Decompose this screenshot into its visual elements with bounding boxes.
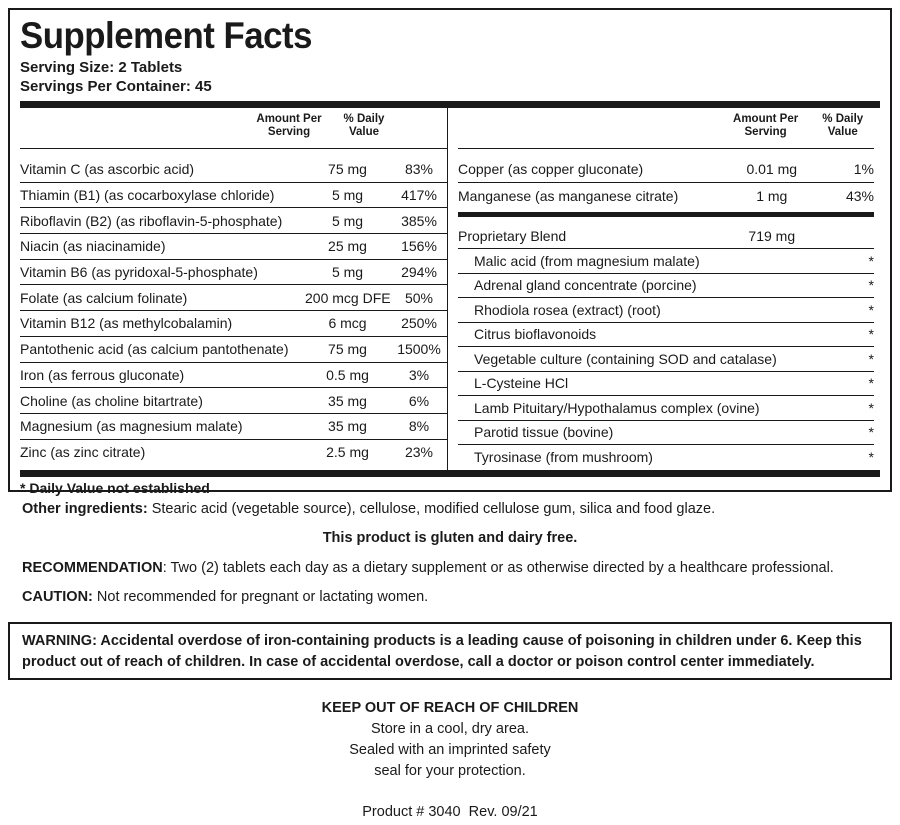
nutrient-name: Adrenal gland concentrate (porcine) (474, 277, 697, 294)
nutrient-row (20, 388, 447, 414)
nutrient-amount: 75 mg (328, 161, 367, 178)
nutrient-dv: * (868, 326, 874, 343)
nutrient-dv: * (868, 375, 874, 392)
nutrient-dv: 1% (853, 161, 874, 178)
nutrient-dv: * (868, 424, 874, 441)
product-number: Product # 3040 Rev. 09/21 (362, 804, 538, 820)
nutrient-amount: 25 mg (328, 238, 367, 255)
other-ingredients-label: Other ingredients: (22, 501, 148, 517)
nutrient-row (20, 311, 447, 337)
other-ingredients-text: Stearic acid (vegetable source), cellulose, modified cellulose gum, silica and food glaze. (147, 501, 716, 517)
nutrient-amount: 2.5 mg (326, 444, 369, 461)
nutrient-row (458, 445, 874, 470)
nutrient-amount: 5 mg (331, 187, 364, 204)
nutrient-row (20, 440, 447, 466)
blend-thick-rule (458, 212, 874, 217)
warning-line-1: WARNING: Accidental overdose of iron-containing products is a leading cause of poisoning in children under 6. Keep this (22, 633, 862, 649)
nutrient-amount: 1 mg (756, 187, 788, 204)
nutrient-dv: * (868, 301, 874, 318)
caution (22, 588, 428, 606)
left-nutrient-list (20, 157, 447, 465)
nutrient-name: Folate (as calcium folinate) (20, 289, 188, 306)
nutrient-dv: 385% (401, 212, 437, 229)
serving-size: Serving Size: 2 Tablets (20, 59, 183, 76)
nutrient-amount: 75 mg (328, 341, 367, 358)
nutrient-dv: 1500% (397, 341, 441, 358)
nutrient-amount: 6 mcg (328, 315, 367, 332)
recommendation (22, 559, 834, 577)
nutrient-dv: 294% (401, 264, 437, 281)
dv-header: % Daily Value (822, 113, 864, 138)
nutrient-row (458, 274, 874, 299)
nutrient-name: Vitamin B12 (as methylcobalamin) (20, 315, 233, 332)
facts-title: Supplement Facts (20, 15, 313, 56)
keep-out-of-reach: KEEP OUT OF REACH OF CHILDREN (321, 700, 579, 716)
nutrient-dv: * (868, 252, 874, 269)
nutrient-dv: * (868, 399, 874, 416)
warning-line-2: product out of reach of children. In case of accidental overdose, call a doctor or poison control center immediately. (22, 654, 815, 670)
nutrient-amount: 200 mcg DFE (305, 289, 391, 306)
left-column-header (20, 108, 447, 148)
blend-name: Proprietary Blend (458, 227, 567, 244)
nutrient-row (20, 183, 447, 209)
nutrient-dv: * (868, 449, 874, 466)
amount-header: Amount Per Serving (733, 113, 799, 138)
right-column (448, 108, 874, 470)
nutrient-row (458, 323, 874, 348)
nutrient-row (20, 285, 447, 311)
nutrient-dv: 156% (401, 238, 437, 255)
other-ingredients (22, 500, 715, 518)
nutrient-row (458, 347, 874, 372)
nutrient-row (458, 421, 874, 446)
left-column (20, 108, 448, 470)
nutrient-dv: * (868, 277, 874, 294)
daily-value-note: * Daily Value not established (20, 479, 210, 496)
nutrient-name: Malic acid (from magnesium malate) (474, 252, 700, 269)
blend-ingredient-list (458, 249, 874, 470)
nutrient-name: Tyrosinase (from mushroom) (474, 449, 653, 466)
right-column-header (458, 108, 874, 148)
nutrient-name: Vitamin B6 (as pyridoxal-5-phosphate) (20, 264, 258, 281)
bottom-thick-rule (20, 470, 880, 477)
caution-text: Not recommended for pregnant or lactating women. (92, 589, 429, 605)
nutrient-dv: 83% (404, 161, 434, 178)
header-rule (20, 148, 447, 149)
nutrient-row (458, 396, 874, 421)
top-thick-rule (20, 101, 880, 108)
nutrient-name: Zinc (as zinc citrate) (20, 444, 146, 461)
nutrient-name: Vegetable culture (containing SOD and catalase) (474, 350, 777, 367)
dv-header: % Daily Value (343, 113, 385, 138)
caution-label: CAUTION: (22, 589, 93, 605)
nutrient-dv: 6% (408, 392, 430, 409)
nutrient-name: L-Cysteine HCl (474, 375, 569, 392)
nutrient-name: Vitamin C (as ascorbic acid) (20, 161, 195, 178)
recommendation-text: : Two (2) tablets each day as a dietary supplement or as otherwise directed by a healthcare professional. (162, 560, 834, 576)
nutrient-row (20, 234, 447, 260)
nutrient-dv: * (868, 350, 874, 367)
nutrient-row (458, 298, 874, 323)
nutrient-row (20, 260, 447, 286)
header-rule (458, 148, 874, 149)
nutrient-name: Choline (as choline bitartrate) (20, 392, 203, 409)
nutrient-amount: 5 mg (331, 264, 364, 281)
nutrient-row (458, 157, 874, 183)
nutrient-name: Parotid tissue (bovine) (474, 424, 614, 441)
iron-warning-box (8, 622, 892, 680)
nutrient-name: Riboflavin (B2) (as riboflavin-5-phosphate) (20, 212, 283, 229)
storage-line-3: seal for your protection. (374, 763, 526, 779)
nutrient-amount: 0.01 mg (746, 161, 798, 178)
nutrient-name: Iron (as ferrous gluconate) (20, 366, 185, 383)
nutrient-dv: 417% (401, 187, 437, 204)
servings-per-container: Servings Per Container: 45 (20, 78, 212, 95)
nutrient-row (20, 337, 447, 363)
nutrient-amount: 5 mg (331, 212, 364, 229)
nutrient-dv: 3% (408, 366, 430, 383)
nutrient-dv: 50% (404, 289, 434, 306)
nutrient-row (20, 414, 447, 440)
blend-amount: 719 mg (748, 227, 796, 244)
nutrient-row (20, 208, 447, 234)
nutrient-dv: 250% (401, 315, 437, 332)
amount-header: Amount Per Serving (256, 113, 322, 138)
nutrient-amount: 0.5 mg (326, 366, 369, 383)
nutrient-row (20, 363, 447, 389)
nutrient-name: Rhodiola rosea (extract) (root) (474, 301, 661, 318)
proprietary-blend-row (458, 223, 874, 249)
nutrient-name: Magnesium (as magnesium malate) (20, 418, 243, 435)
gluten-dairy-note: This product is gluten and dairy free. (322, 530, 578, 546)
right-nutrient-list (458, 157, 874, 208)
nutrient-dv: 8% (408, 418, 430, 435)
nutrient-name: Pantothenic acid (as calcium pantothenate) (20, 341, 289, 358)
nutrient-name: Citrus bioflavonoids (474, 326, 597, 343)
nutrient-amount: 35 mg (328, 418, 367, 435)
supplement-facts-panel (8, 8, 892, 496)
nutrient-row (458, 183, 874, 209)
nutrient-name: Thiamin (B1) (as cocarboxylase chloride) (20, 187, 275, 204)
storage-line-2: Sealed with an imprinted safety (349, 742, 551, 758)
recommendation-label: RECOMMENDATION (22, 560, 163, 576)
nutrient-name: Manganese (as manganese citrate) (458, 187, 679, 204)
facts-columns (20, 108, 880, 470)
nutrient-name: Copper (as copper gluconate) (458, 161, 644, 178)
nutrient-dv: 23% (404, 444, 434, 461)
nutrient-amount: 35 mg (328, 392, 367, 409)
nutrient-dv: 43% (845, 187, 874, 204)
nutrient-row (458, 249, 874, 274)
storage-line-1: Store in a cool, dry area. (371, 721, 529, 737)
nutrient-name: Niacin (as niacinamide) (20, 238, 166, 255)
nutrient-row (20, 157, 447, 183)
nutrient-row (458, 372, 874, 397)
nutrient-name: Lamb Pituitary/Hypothalamus complex (ovine) (474, 399, 760, 416)
